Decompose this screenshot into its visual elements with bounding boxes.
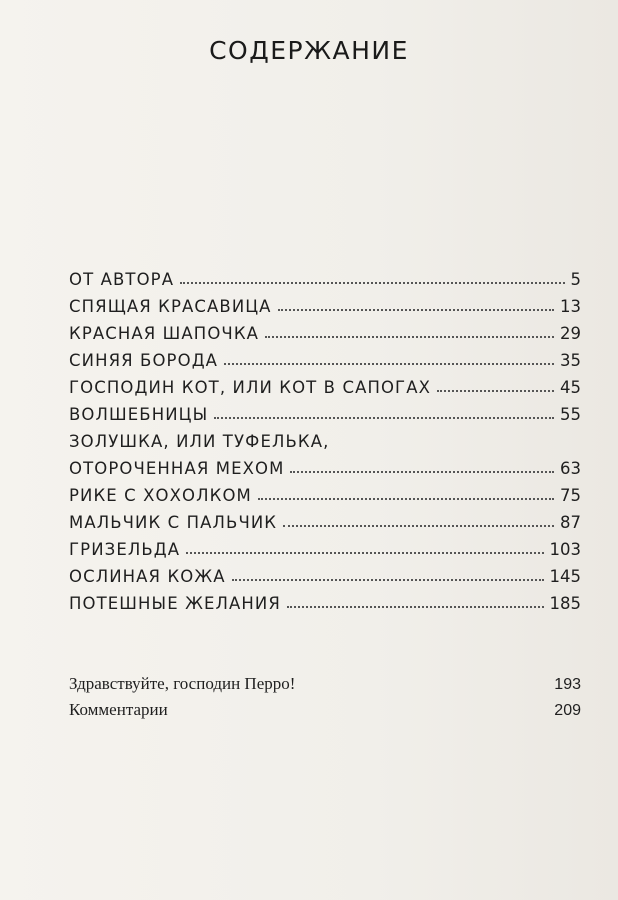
toc-entry-title: КРАСНАЯ ШАПОЧКА — [69, 324, 260, 343]
toc-entry-title-continued: ОТОРОЧЕННАЯ МЕХОМ — [69, 459, 285, 478]
toc-entry-page: 75 — [560, 486, 581, 505]
toc-entry — [69, 316, 581, 343]
toc-entry-page: 55 — [560, 405, 581, 424]
dot-leader — [265, 335, 554, 338]
dot-leader — [290, 470, 554, 473]
appendix-entry-title: Комментарии — [69, 700, 168, 719]
toc-entry-title: ГРИЗЕЛЬДА — [69, 540, 181, 559]
toc-entry-title: ЗОЛУШКА, ИЛИ ТУФЕЛЬКА, — [69, 432, 330, 451]
dot-leader — [287, 605, 544, 608]
toc-entry-page: 13 — [560, 297, 581, 316]
toc-entry-title: СПЯЩАЯ КРАСАВИЦА — [69, 297, 272, 316]
toc-entry — [69, 478, 581, 505]
appendix-list — [69, 668, 581, 720]
table-of-contents — [69, 262, 581, 613]
toc-entry — [69, 559, 581, 586]
toc-entry-page: 35 — [560, 351, 581, 370]
toc-entry — [69, 343, 581, 370]
dot-leader — [224, 362, 554, 365]
toc-entry-title: ГОСПОДИН КОТ, ИЛИ КОТ В САПОГАХ — [69, 378, 432, 397]
toc-entry-page: 45 — [560, 378, 581, 397]
dot-leader — [437, 389, 554, 392]
toc-entry-page: 29 — [560, 324, 581, 343]
page-title: СОДЕРЖАНИЕ — [209, 36, 409, 65]
dot-leader — [278, 308, 554, 311]
appendix-entry — [69, 668, 581, 694]
dot-leader — [232, 578, 544, 581]
toc-entry — [69, 424, 581, 478]
toc-entry-title: ПОТЕШНЫЕ ЖЕЛАНИЯ — [69, 594, 281, 613]
dot-leader — [214, 416, 554, 419]
dot-leader — [258, 497, 554, 500]
toc-entry-title: МАЛЬЧИК С ПАЛЬЧИК — [69, 513, 278, 532]
toc-entry — [69, 505, 581, 532]
toc-entry — [69, 370, 581, 397]
toc-entry-title: ВОЛШЕБНИЦЫ — [69, 405, 209, 424]
toc-entry-title: ОТ АВТОРА — [69, 270, 175, 289]
toc-entry-page: 63 — [560, 459, 581, 478]
dot-leader — [283, 524, 554, 527]
dot-leader — [180, 281, 564, 284]
toc-entry-page: 185 — [549, 594, 581, 613]
toc-entry-page: 145 — [549, 567, 581, 586]
toc-entry-title: РИКЕ С ХОХОЛКОМ — [69, 486, 252, 505]
toc-entry — [69, 289, 581, 316]
toc-entry-page: 103 — [549, 540, 581, 559]
appendix-entry-page: 193 — [554, 676, 581, 693]
toc-entry — [69, 532, 581, 559]
appendix-entry-page: 209 — [554, 702, 581, 719]
appendix-entry — [69, 694, 581, 720]
toc-entry-page: 5 — [570, 270, 581, 289]
toc-entry — [69, 262, 581, 289]
toc-entry — [69, 586, 581, 613]
dot-leader — [186, 551, 543, 554]
toc-entry-title: СИНЯЯ БОРОДА — [69, 351, 219, 370]
appendix-entry-title: Здравствуйте, господин Перро! — [69, 674, 296, 693]
toc-entry — [69, 397, 581, 424]
toc-entry-title: ОСЛИНАЯ КОЖА — [69, 567, 226, 586]
toc-entry-page: 87 — [560, 513, 581, 532]
